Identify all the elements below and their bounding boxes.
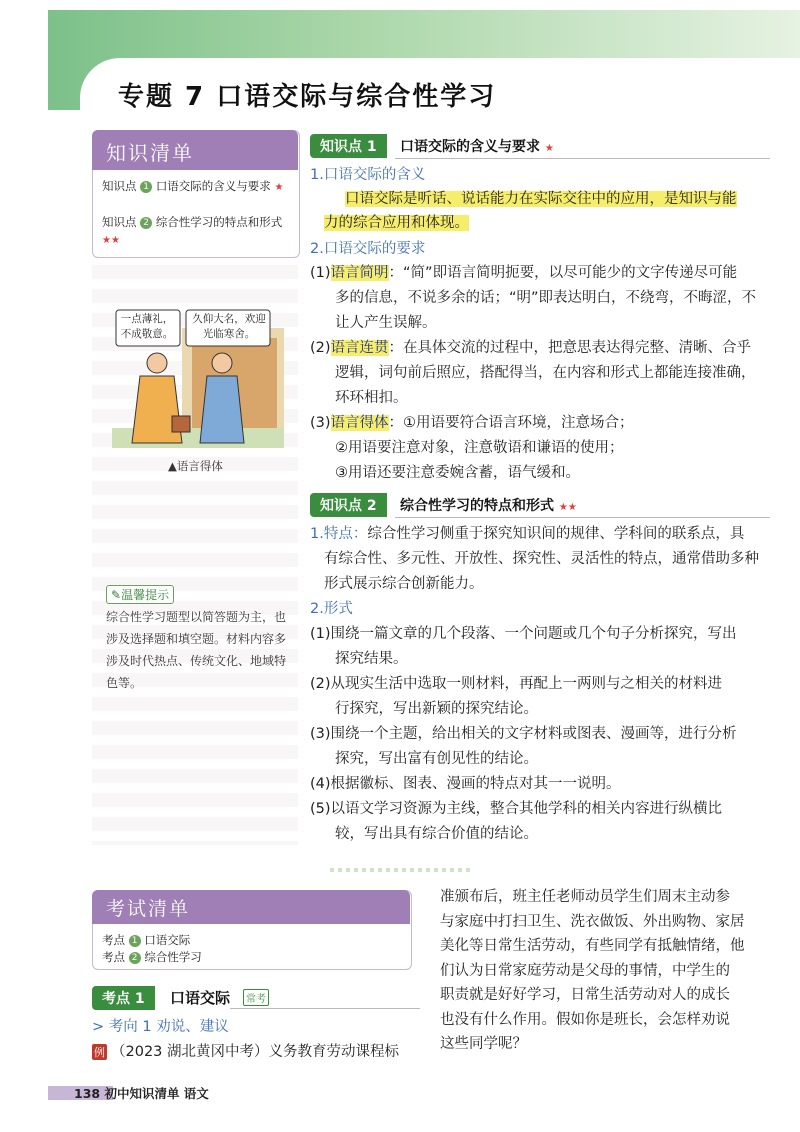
requirement-3-line-2: ②用语要注意对象，注意敬语和谦语的使用； [335,440,624,456]
feature-text-visible: 综合性学习侧重于探究知识间的规律、学科间的联系点，具 [367,526,745,542]
page-number: 138 [74,1086,101,1101]
star-icon: ★ [274,182,284,193]
example-continuation [440,885,780,1057]
requirement-3-line-3: ③用语还要注意委婉含蓄，语气缓和。 [335,465,580,481]
definition-text: 口语交际是听话、说话能力在实际交往中的应用，是知识与能 [345,191,737,207]
requirement-key: 语言得体 [330,415,389,431]
tip-label-text: 温馨提示 [121,588,170,602]
section-divider [395,517,770,518]
requirement-key: 语言简明 [330,265,389,281]
section-divider [230,1008,420,1009]
form-5-line-2: 较，写出具有综合价值的结论。 [335,826,538,842]
paragraph-line: 这些同学呢？ [440,1036,527,1052]
frequent-badge: 常考 [243,989,269,1006]
footer [74,1084,209,1102]
book-title: 初中知识清单 语文 [104,1086,209,1101]
form-3-line-2: 探究，写出富有创见性的结论。 [335,751,538,767]
kaodian-title: 口语交际 [170,989,231,1007]
exam-item-prefix: 考点 [102,950,125,964]
definition-line-2 [324,211,469,236]
requirement-3: (3)语言得体：①用语要符合语言环境，注意场合； [310,415,634,431]
speech-bubble-right: 久仰大名，欢迎光临寒舍。 [192,313,266,340]
kaodian-tag: 考点 1 [92,986,155,1010]
form-1: (1)围绕一篇文章的几个段落、一个问题或几个句子分析探究，写出 [310,626,737,642]
requirement-1-line-2: 多的信息，不说多余的话；“明”即表达明白，不绕弯，不晦涩，不 [335,290,757,306]
example-line [92,1040,422,1061]
paragraph-line: 与家庭中打扫卫生、洗衣做饭、外出购物、家居 [440,913,745,930]
section-divider [395,158,770,159]
section-tag-1: 知识点 1 [310,134,387,158]
form-1-line-2: 探究结果。 [335,651,408,667]
star-icon: ★★ [558,502,577,513]
feature-line-3: 形式展示综合创新能力。 [324,576,484,592]
form-2: (2)从现实生活中选取一则材料，再配上一两则与之相关的材料进 [310,676,723,692]
star-icon: ★ [544,143,554,154]
knowledge-list-title: 知识清单 [106,141,194,165]
example-label: 例 [94,1046,105,1059]
illustration-caption: ▲语言得体 [168,459,223,473]
subheading-meaning: 1.口语交际的含义 [310,167,426,183]
exam-item-text: 口语交际 [144,933,191,947]
number-badge: 1 [140,181,152,193]
paragraph-line: 职责就是好好学习，日常生活劳动对人的成长 [440,987,730,1003]
knowledge-item-text: 综合性学习的特点和形式 [155,215,283,229]
speech-bubble-left: 一点薄礼，不成敬意。 [120,313,174,340]
knowledge-item-prefix: 知识点 [102,179,137,193]
requirement-text: ：在具体交流的过程中，把意思表达得完整、清晰、合乎 [388,340,752,356]
definition-line-1 [345,187,737,212]
form-2-line-2: 行探究，写出新颖的探究结论。 [335,701,538,717]
form-3: (3)围绕一个主题，给出相关的文字材料或图表、漫画等，进行分析 [310,726,737,742]
number-badge: 1 [129,935,141,947]
section-title-1 [400,136,554,156]
section-title-text: 综合性学习的特点和形式 [400,498,554,514]
requirement-key: 语言连贯 [330,340,389,356]
feature-line-2: 有综合性、多元性、开放性、探究性、灵活性的特点，通常借助多种 [324,551,759,567]
exam-item-1 [102,932,190,948]
paragraph-line: 美化等日常生活劳动，有些同学有抵触情绪，他 [440,938,745,954]
tip-text: 综合性学习题型以简答题为主，也涉及选择题和填空题。材料内容多涉及时代热点、传统文化、地域特色等。 [106,610,287,690]
form-4: (4)根据徽标、图表、漫画的特点对其一一说明。 [310,776,621,792]
subheading-requirements: 2.口语交际的要求 [310,241,426,257]
requirement-text: ：“简”即语言简明扼要，以尽可能少的文字传递尽可能 [388,265,738,281]
knowledge-item-prefix: 知识点 [102,215,137,229]
page-title: 专题 7 口语交际与综合性学习 [118,82,497,112]
section-separator-dots [330,868,470,872]
paragraph-line: 们认为日常家庭劳动是父母的事情，中学生的 [440,962,730,979]
requirement-2-line-2: 逻辑，词句前后照应，搭配得当，在内容和形式上都能连接准确， [335,365,756,381]
requirement-1-line-3: 让人产生误解。 [335,315,437,331]
section-title-text: 口语交际的含义与要求 [400,139,540,155]
section-tag-2: 知识点 2 [310,493,387,517]
example-text: （2023 湖北黄冈中考）义务教育劳动课程标 [111,1044,400,1060]
feature-line-1: 1.特点：综合性学习侧重于探究知识间的规律、学科间的联系点，具 [310,526,745,542]
subheading-forms: 2.形式 [310,601,353,617]
requirement-text: ：①用语要符合语言环境，注意场合； [388,415,634,431]
paragraph-line: 也没有什么作用。假如你是班长，会怎样劝说 [440,1011,730,1028]
paragraph-line: 准颁布后，班主任老师动员学生们周末主动参 [440,889,730,905]
knowledge-item-2 [102,214,292,249]
section-title-2 [400,495,577,515]
knowledge-item-1 [102,178,292,196]
exam-item-prefix: 考点 [102,933,125,947]
definition-text: 力的综合应用和体现。 [324,215,469,231]
exam-item-text: 综合性学习 [144,950,202,964]
requirement-1: (1)语言简明：“简”即语言简明扼要，以尽可能少的文字传递尽可能 [310,265,738,281]
exam-list-title: 考试清单 [106,898,191,920]
requirement-2: (2)语言连贯：在具体交流的过程中，把意思表达得完整、清晰、合乎 [310,340,752,356]
star-icon: ★★ [102,235,120,246]
number-badge: 2 [129,952,141,964]
lightbulb-icon: ✎ [111,588,122,602]
form-5: (5)以语文学习资源为主线，整合其他学科的相关内容进行纵横比 [310,801,723,817]
number-badge: 2 [140,217,152,229]
knowledge-item-text: 口语交际的含义与要求 [155,179,271,193]
kaoxiang-heading: > 考向 1 劝说、建议 [92,1019,229,1035]
exam-item-2 [102,949,202,965]
tip-label [106,585,174,604]
requirement-2-line-3: 环环相扣。 [335,390,408,406]
